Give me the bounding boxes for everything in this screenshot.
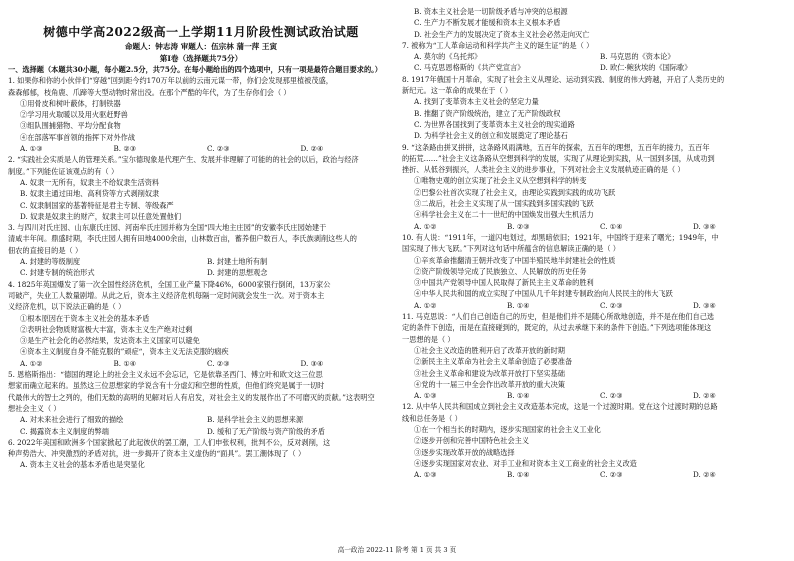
question-option: ④在部落军事首领的指挥下对外作战 [20,132,136,142]
answer-choice: D. 欧仁·鲍狄埃的《国际歌》 [600,63,692,73]
question-option: D. 奴隶是奴隶主的财产，奴隶主可以任意处置他们 [20,211,182,221]
answer-choices [402,51,786,74]
question-block [402,232,786,311]
question-option: C. 为世界各国找到了变革资本主义社会的现实道路 [414,119,575,129]
answer-choice: B. ①④ [507,391,530,401]
question-option: ③社会主义革命和建设为改革开放打下坚实基础 [414,368,565,378]
question-option: ②表明社会物质财富极大丰富，资本主义生产绝对过剩 [20,324,193,334]
question-option: A. 找到了变革资本主义社会的坚定力量 [414,97,539,107]
question-stem-line: 11. 马克思说：“人们自己创造自己的历史，但是他们并不是随心所欲地创造，并不是在他们自己选 [402,312,715,322]
question-stem-line: 线和总任务是（ ） [402,413,462,423]
question-stem-line: 7. 被称为“工人革命运动和科学共产主义的诞生证”的是（ ） [402,40,594,50]
answer-choice: A. 封建的等级制度 [20,257,81,267]
question-block [8,279,394,369]
question-stem-line: 12. 从中华人民共和国成立到社会主义改造基本完成，这是一个过渡时期。党在这个过渡时期的总路 [402,402,718,412]
question-option: ②资产阶级领导完成了民族独立、人民解放的历史任务 [414,266,587,276]
answer-choice: B. ①④ [507,300,530,310]
question-option: ③中国共产党领导中国人民取得了新民主主义革命的胜利 [414,278,594,288]
answer-choice: D. ②④ [300,144,324,154]
question-option: ①唯物史观的创立实现了社会主义从空想到科学的转变 [414,176,587,186]
question-option: ①用骨皮和树叶蔽体，打制铁器 [20,98,121,108]
question-stem-line: 想社会主义（ ） [8,403,61,413]
question-stem-line: 新纪元。这一革命的成果在于（ ） [402,86,513,96]
question-option: B. 奴隶主通过田地、高利贷等方式剥削奴隶 [20,189,160,199]
question-option: B. 资本主义社会是一切阶级矛盾与冲突的总根源 [414,7,568,16]
question-stem-line: 定的条件下创造，而是在直接碰到的，既定的，从过去承继下来的条件下创造。”下列选项能体现这 [402,323,712,333]
question-option: ④党的十一届三中全会作出改革开放的重大决策 [414,379,565,389]
answer-choice: A. 莫尔的《乌托邦》 [414,52,482,62]
answer-choice: A. ①② [414,300,437,310]
answer-choice: D. ②④ [693,470,716,480]
question-stem-line: 佃农的直接目的是（ ） [8,245,83,255]
volume-heading: 第Ⅰ卷（选择题共75分） [159,54,243,63]
question-stem-line: 5. 恩格斯指出：“德国的理论上的社会主义永远不会忘记，它是依靠圣西门、傅立叶和欧文这三位思 [8,370,323,380]
right-column [402,6,786,480]
question-stem-line: 想家而确立起来的。虽然这三位思想家的学说含有十分虚幻和空想的性质，但他们终究是属于一切时 [8,381,325,391]
question-stem-line: 森森郁郁，枝角鹿、爪蹄等大型动物时常出没。在那个严酷的年代，为了生存你们会（ ） [8,87,291,97]
question-block [402,74,786,142]
question-block [402,311,786,401]
question-option: D. 社会生产力的发展决定了资本主义社会必然走向灭亡 [414,29,590,39]
question-stem-line: 一思想的是（ ） [402,334,455,344]
answer-choice: D. 封建的思想观念 [207,268,268,278]
question-block [402,401,786,480]
question-option: ②新民主主义革命为社会主义革命创造了必要准备 [414,357,573,367]
question-block [8,369,394,437]
answer-choice: A. ①③ [20,144,43,154]
answer-choice: C. ②③ [207,358,230,368]
question-option: ④逐步实现国家对农业、对手工业和对资本主义工商业的社会主义改造 [414,458,637,468]
answer-choice: D. ③④ [300,358,324,368]
question-stem-line: 9. “这条路由拼叉拼拼，这条路风雨满地，五百年的探索，五百年的理想，五百年的接力，五百年 [402,142,710,152]
question-stem-line: 清咸丰年间。鼎盛时期，李氏庄园人拥有田地4000余亩，山林数百亩，蓄养佃户数百人，李氏族剥削这些人的 [8,234,357,244]
answer-choice: C. ②③ [600,300,623,310]
question-block [402,40,786,74]
answer-choice: B. ①④ [113,358,137,368]
question-block [402,6,786,40]
answer-choice: C. ②③ [600,470,623,480]
question-option: ②逐步开创和完善中国特色社会主义 [414,436,530,446]
answer-choice: B. 是科学社会主义的思想来源 [207,415,304,425]
answer-choices [402,390,786,401]
question-option: C. 奴隶制国家的基著特征是君主专制、等级森严 [20,200,174,210]
question-option: ④中华人民共和国的成立实现了中国从几千年封建专制政治向人民民主的伟大飞跃 [414,289,673,299]
answer-choice: C. 揭露资本主义制度的弊端 [20,426,109,436]
question-stem-line: 代最伟大的智士之列的，他们无数的高明的见解对后人有启发，对社会主义的发展作出了不可磨灭的贡献。”这表明空 [8,392,375,402]
question-option: ④科学社会主义在二十一世纪的中国焕发出强大生机活力 [414,210,594,220]
answer-choice: D. ③④ [693,221,716,231]
answer-choice: D. ③④ [693,300,716,310]
question-option: ③是生产社会化的必然结果，发达资本主义国家可以避免 [20,336,200,346]
question-block [8,75,394,154]
question-stem-line: 2. “实践社会实质是人的管理关系。”宝尔德现象是代理产生、发展并非理解了可能的的社会的以后，政治与经济 [8,155,359,165]
question-stem-line: 1. 如果你和你的小伙伴们“穿越”回到距今约170万年以前的云南元谋一带，你们会发现那里植被茂盛， [8,76,333,86]
authors-line: 命题人：钟志涛 审题人：伍宗林 蒲一萍 王寅 [124,42,278,51]
exam-title: 树德中学高2022级高一上学期11月阶段性测试政治试题 [43,25,359,39]
question-option: A. 资本主义社会的基本矛盾也是突显化 [20,460,145,470]
question-stem-line: 3. 与四川对氏庄园、山东康氏庄园、河南牟氏庄园并称为全国“四大地主庄园”的安徽李氏庄园始建于 [8,223,327,233]
answer-choice: A. ①② [414,221,437,231]
answer-choice: D. ②④ [693,391,716,401]
question-stem-line: 司破产，失业工人数量剧增。从此之后，资本主义经济危机每隔一定时间就会发生一次。对于资本主 [8,290,325,300]
question-stem-line: 义经济危机，以下说法正确的是（ ） [8,302,126,312]
left-questions [8,75,394,470]
question-block [8,154,394,222]
question-option: A. 奴隶一无所有，奴隶主不给奴隶生活资料 [20,177,160,187]
answer-choice: A. ①③ [414,470,437,480]
answer-choice: B. 马克思的《资本论》 [600,52,675,62]
question-option: C. 生产力不断发展才能缓和资本主义根本矛盾 [414,18,561,28]
answer-choice: C. ①④ [600,221,623,231]
question-option: ③组队围捕猎物、平均分配食物 [20,121,121,131]
question-stem-line: 制度。”下列能佐证该观点的有（ ） [8,166,119,176]
answer-choice: A. ①② [20,358,43,368]
question-stem-line: 6. 2022年美国和欧洲多个国家掀起了此起彼伏的罢工潮，工人们申张权利，批判不公，反对剥削，这 [8,437,331,447]
right-questions [402,6,786,480]
question-option: ②学习用火取暖以及用火驱赶野兽 [20,110,128,120]
question-option: B. 推翻了资产阶级统治，建立了无产阶级政权 [414,108,561,118]
question-stem-line: 国实现了伟大飞跃。”下列对这句话中所蕴含的信息解读正确的是（ ） [402,244,620,254]
answer-choices [8,143,394,154]
question-block [402,142,786,232]
question-option: D. 为科学社会主义的创立和发展奠定了理论基石 [414,131,568,141]
question-stem-line: 8. 1917年俄国十月革命，实现了社会主义从理论、运动到实践、制度的伟大跨越，开启了人类历史的 [402,74,725,84]
question-option: ①在一个相当长的时期内，逐步实现国家的社会主义工业化 [414,424,601,434]
answer-choices [8,358,394,369]
question-option: ④资本主义制度自身不能克服的”顽症“，资本主义无法克服的痼疾 [20,347,229,357]
section-heading: 一、选择题（本题共30小题，每小题2.5分，共75分。在每小题给出的四个选项中，只有一项是最符合题目要求的。） [8,65,382,74]
question-stem-line: 种声势浩大、冲突激烈的矛盾对抗，进一步揭开了资本主义虚伪的“面具”。罢工潮体现了（ ） [8,449,306,459]
question-option: ①根本原因在于资本主义社会的基本矛盾 [20,313,150,323]
question-stem-line: 的拓荒……”社会主义这条路从空想到科学的发展，实现了从理论到实践，从一国到多国，从成功到 [402,153,715,163]
question-stem-line: 4. 1825年英国爆发了第一次全国性经济危机，全国工业产量下降46%，6000家银行倒闭，13万家公 [8,279,331,289]
answer-choice: A. ①③ [414,391,437,401]
question-option: ①辛亥革命推翻清王朝并改变了中国半殖民地半封建社会的性质 [414,255,616,265]
answer-choice: B. ②③ [113,144,137,154]
left-column [8,6,394,471]
page-footer: 高一政治 2022-11 阶考 第 1 页 共 3 页 [337,546,457,554]
answer-choices [402,221,786,232]
answer-choice: C. ②③ [600,391,623,401]
answer-choice: B. ①④ [507,470,530,480]
question-stem-line: 10. 有人说：“1911年，一道闪电划过，却黑暗依旧；1921年，中国终于迎来了曙光；1949年，中 [402,232,719,242]
question-option: ③逐步实现改革开放的战略选择 [414,447,515,457]
question-option: ③二战后，社会主义实现了从一国实践到多国实践的飞跃 [414,199,594,209]
answer-choices [8,256,394,279]
question-option: ①社会主义改造的胜利开启了改革开放的新时期 [414,345,565,355]
question-block [8,222,394,278]
answer-choice: D. 缓和了无产阶级与资产阶级的矛盾 [207,426,325,436]
answer-choice: C. ②③ [207,144,230,154]
answer-choice: C. 封建专制的统治形式 [20,268,95,278]
question-option: ②巴黎公社首次实现了社会主义，由理论实践到实践的成功飞跃 [414,187,616,197]
answer-choices [8,414,394,437]
answer-choice: A. 对未来社会进行了细致的描绘 [20,415,124,425]
answer-choice: B. 封建土地所有制 [207,257,268,267]
answer-choice: B. ②③ [507,221,530,231]
question-stem-line: 挫折、从低谷到振兴，人类社会主义的进步事业，下列对社会主义发展轨迹正确的是（ ） [402,165,685,175]
answer-choice: C. 马克思恩格斯的《共产党宣言》 [414,63,525,73]
question-block [8,437,394,471]
answer-choices [402,469,786,480]
answer-choices [402,300,786,311]
